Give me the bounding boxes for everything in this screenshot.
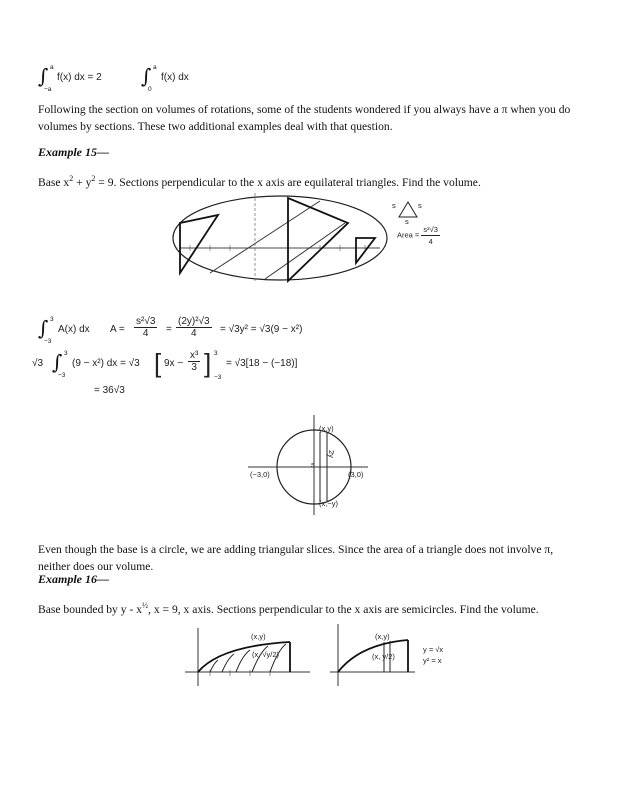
- example-15-heading: Example 15—: [38, 145, 109, 159]
- rhs-lower-limit: 0: [148, 86, 152, 93]
- integral-sign-left: ∫: [38, 64, 49, 88]
- equals-1: =: [166, 324, 172, 335]
- example-16-problem: Base bounded by y - $x^{\frac{1}{2}}$, x = 9, x axis. Sections perpendicular to the x axis are semicircles. Find the volume.: [38, 601, 539, 616]
- fig-right-point-label: (x,y): [375, 632, 390, 641]
- circle-2y-label: 2y: [327, 450, 336, 458]
- fraction-3: $\frac{\text{x³}}{3}$: [190, 350, 199, 373]
- circle-label-left: (−3,0): [250, 470, 270, 479]
- fig-right-half-label: (x, y/2): [372, 652, 395, 661]
- eval-upper: 3: [214, 350, 218, 357]
- a-equals: A =: [110, 324, 125, 335]
- intro-paragraph: Following the section on volumes of rotations, some of the students wondered if you always have a π when you do volumes by sections. These two additional examples deal with that question.: [38, 103, 571, 133]
- line1-tail: = √3y² = √3(9 − x²): [220, 324, 303, 335]
- fig-left-half-label: (x, √y/2): [252, 650, 280, 659]
- integral-sign-right: ∫: [141, 64, 152, 88]
- right-bracket: ]: [204, 348, 212, 378]
- equation-square: y² = x: [423, 656, 442, 665]
- circle-label-right: (3,0): [348, 470, 364, 479]
- line2-sqrt3: √3: [32, 358, 44, 369]
- lhs-lower-limit: −a: [44, 86, 52, 93]
- rhs-upper-limit: a: [153, 64, 157, 71]
- equation-sqrt: y = √x: [423, 645, 444, 654]
- example-15-problem: Base $x^2 + y^2 = 9$. Sections perpendicular to the x axis are equilateral triangles. Find the volume.: [38, 174, 481, 189]
- circle-label-top: (x,y): [319, 424, 334, 433]
- fraction-2: $\frac{\text{(2y)²√3}}{4}$: [178, 316, 210, 339]
- integral-sign-1: ∫: [38, 316, 49, 340]
- ellipse-triangles-figure: [170, 193, 390, 283]
- left-bracket: [: [154, 348, 162, 378]
- eval-lower: −3: [214, 374, 222, 381]
- integral-sign-2: ∫: [52, 350, 63, 374]
- worked-integral: [32, 314, 378, 384]
- triangle-side-label-left: s: [392, 201, 396, 210]
- example-16-heading: Example 16—: [38, 572, 109, 586]
- semicircle-slices-figure: [180, 628, 315, 686]
- example-15-conclusion: Even though the base is a circle, we are adding triangular slices. Since the area of a triangle does not involve π, neither does our volume.: [38, 543, 554, 573]
- line2-body: (9 − x²) dx = √3: [72, 358, 140, 369]
- fig-left-point-label: (x,y): [251, 632, 266, 641]
- triangle-area-formula: Area = $\frac{\text{s²√3}}{4}$: [397, 225, 438, 246]
- int1-upper: 3: [50, 316, 54, 323]
- triangle-side-label-right: s: [418, 201, 422, 210]
- line2-tail: = √3[18 − (−18)]: [226, 358, 298, 369]
- lhs-integrand: f(x) dx = 2: [57, 72, 102, 83]
- circle-label-bottom: (x,−y): [319, 499, 338, 508]
- rhs-integrand: f(x) dx: [161, 72, 189, 83]
- bracket-inner: 9x −: [164, 358, 184, 369]
- triangle-side-label-bottom: s: [405, 217, 409, 226]
- int1-lower: −3: [44, 338, 52, 345]
- lhs-upper-limit: a: [50, 64, 54, 71]
- int1-body: A(x) dx: [58, 324, 90, 335]
- circle-s-label: s: [311, 460, 315, 469]
- fraction-1: $\frac{\text{s²√3}}{4}$: [136, 316, 156, 339]
- int2-lower: −3: [58, 372, 66, 379]
- circle-base-figure: [248, 415, 368, 515]
- volume-result: = 36√3: [94, 385, 125, 396]
- int2-upper: 3: [64, 350, 68, 357]
- top-identity: [38, 64, 218, 93]
